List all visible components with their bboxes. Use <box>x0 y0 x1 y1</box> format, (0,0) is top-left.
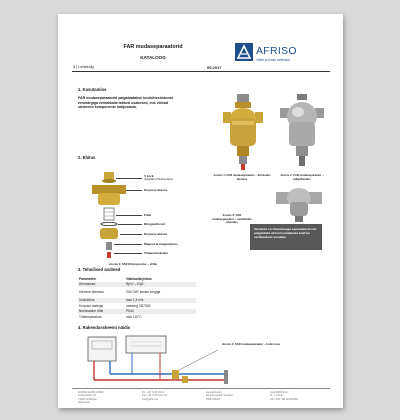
exploded-view-image <box>72 170 148 262</box>
brass-separator-image <box>222 94 264 172</box>
document-date: 05.2017 <box>207 65 222 70</box>
document-subtitle: KATALOOG <box>140 55 166 60</box>
leader-line <box>120 234 142 235</box>
page-label: Lehekülg <box>78 65 94 69</box>
footer-line: Registergericht Stuttgart <box>206 394 233 398</box>
section-4-heading: 4. Rakendusskeemi näidis <box>78 325 131 330</box>
page-number: 1 <box>73 65 76 69</box>
table-row <box>78 282 196 288</box>
footer-line: AFRISO-EURO-INDEX <box>78 391 104 394</box>
steel-separator-image <box>280 94 324 172</box>
table-row <box>78 309 196 315</box>
leader-line <box>126 190 142 191</box>
spec-table <box>78 276 196 320</box>
part-cap-text: V kork <box>144 174 154 178</box>
spec-key: Ülemine ühendus <box>79 290 104 295</box>
table-row <box>78 314 196 320</box>
spec-table-header <box>78 276 196 282</box>
product-caption-3: Joonis 3: FAR mudaseparaator – vertikaalne ühendus <box>212 213 252 225</box>
footer-line: info@afriso.de <box>142 397 159 401</box>
footer-line: Geschäftsführer: <box>270 391 289 394</box>
document-title: FAR mudaseparaatorid <box>123 44 183 50</box>
document-header <box>58 44 248 60</box>
leader-line <box>114 244 142 245</box>
part-label-o-ring: Rõngastihend <box>144 222 165 226</box>
leader-line <box>116 178 142 179</box>
part-label-drain-valve: Tühjenduskraan <box>144 251 168 255</box>
scheme-caption: Joonis 4: FAR mudaseparaator – boileri ees <box>222 342 281 346</box>
vertical-separator-image <box>276 182 322 222</box>
spec-value: messing CB753S <box>126 303 151 308</box>
brand-tagline: Väike ja ohutu lahendus <box>256 58 291 62</box>
catalog-page <box>58 14 343 408</box>
footer-line: Lindenstraße 20 <box>78 394 97 398</box>
spec-key: Korpuse materjal <box>79 303 104 308</box>
part-label-magnet: Magnet ja magnetiprus <box>144 242 178 246</box>
part-label-filter: Filter <box>144 213 152 217</box>
footer-line: www.afriso.de <box>206 391 222 394</box>
spec-value: Rp¾" – Rp2" <box>126 282 145 287</box>
leader-line <box>116 215 142 216</box>
footer-column-3 <box>206 391 233 401</box>
spec-value: max 110°C <box>126 314 142 319</box>
section-2-heading: 2. Ehitus <box>78 155 96 160</box>
footer-column-1 <box>78 391 104 405</box>
footer-line: HRB 100283 <box>206 397 221 401</box>
footer-column-4 <box>270 391 298 401</box>
footer-line: Dr. J. Frank <box>270 394 283 398</box>
footer-line: 74363 Güglingen <box>78 397 98 401</box>
section-3-heading: 3. Tehnilised andmed <box>78 267 121 272</box>
spec-key: Töötemperatuur <box>79 314 102 319</box>
part-cap-subtext: (sisaldab rõhuühendust) <box>144 178 173 181</box>
footer-line: USt.-IdNr. DE 811263009 <box>270 397 299 401</box>
spec-value: PN10 <box>126 309 134 314</box>
afriso-logo <box>235 43 325 65</box>
intro-paragraph: FAR mudaseparaatorid paigaldatakse kesküttesüsteemi eesmärgiga eemaldada tahked osakesed, mis võivad süsteemi komponente kahjustada. <box>78 96 174 110</box>
table-row <box>78 298 196 304</box>
leader-line <box>118 224 142 225</box>
spec-key: Ühendused <box>79 282 96 287</box>
part-label-cap <box>144 174 173 181</box>
spec-header-parameter: Parameeter <box>79 276 97 281</box>
product-caption-1: Joonis 1: FAR mudaseparaator – liitmiseks ülemise <box>213 173 271 181</box>
footer-line: Fax +49 7135 102-147 <box>142 394 168 398</box>
footer-line: Tel. +49 7135 102-0 <box>142 391 165 394</box>
spec-key: Voolukiirus <box>79 298 95 303</box>
installation-note: Tehaksid on õhendusega separaatorid mis paigaldada all horisontaalsete kuid ka vertikaalsete torudele. <box>250 224 322 250</box>
assembly-caption: Joonis 3: FAR Ehitusjoonise – vihku <box>108 262 158 266</box>
spec-value: GW OW" keskel korgiga <box>126 290 161 295</box>
section-1-heading: 1. Kasutamine <box>78 87 107 92</box>
product-caption-2: Joonis 2: FAR mudaseparaator – külgühendus <box>280 173 324 181</box>
table-row <box>78 303 196 309</box>
header-divider <box>72 71 330 72</box>
spec-value: max 1,4 m/s <box>126 298 144 303</box>
spec-header-value: Väärtus/kirjeldus <box>126 276 152 281</box>
spec-key: Nominaalne rõhk <box>79 309 104 314</box>
part-label-lower-body: Korpuse alaosa <box>144 232 168 236</box>
part-label-upper-body: Korpuse ülaosa <box>144 188 168 192</box>
table-row <box>78 290 196 296</box>
footer-column-2 <box>142 391 167 401</box>
brand-name: AFRISO <box>256 45 297 57</box>
leader-line <box>114 253 142 254</box>
footer-line: Saksamaa <box>78 401 90 405</box>
page-indicator: 1 | Lehekülg <box>73 65 94 69</box>
logo-mark-icon <box>235 43 253 61</box>
